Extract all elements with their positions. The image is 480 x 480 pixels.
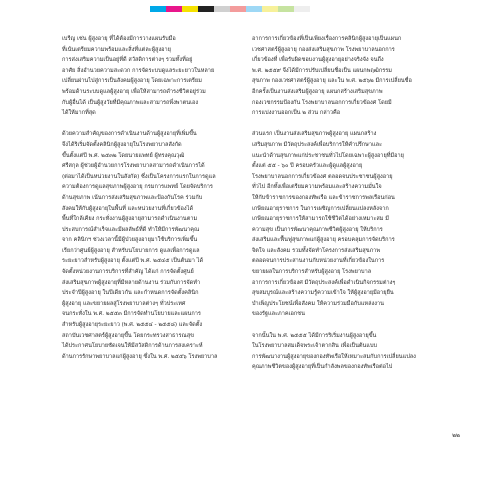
- color-swatch-8: [278, 6, 294, 12]
- registration-color-bar: [150, 6, 310, 12]
- color-swatch-1: [166, 6, 182, 12]
- color-swatch-2: [182, 6, 198, 12]
- color-swatch-3: [198, 6, 214, 12]
- color-swatch-7: [262, 6, 278, 12]
- color-swatch-0: [150, 6, 166, 12]
- color-swatch-9: [294, 6, 310, 12]
- left-text-column: เบรีญ เช่น ผู้สูงอายุ ที่ได้ต้องมีการวางแผนรับมือ ที่เน้นเตรียมความพร้อมและสิ่งที่แต่ละผู้สูงอายุ การส่งเสริมความเป็นอยู่ที่ดี สวัสดิการต่างๆ รวมทั้งที่อยู่ อาศัย สิ่งอำนวยความสะดวก การจัดระบบดูแลระยะยาวในหลาย เปลี่ยนผ่านไปสู่การเป็นสังคมผู้สูงอายุ โดยเฉพาะการเตรียม พร้อมด้านระบบดูแลผู้สูงอายุ เพื่อให้สามารถดำรงชีวิตอยู่ร่วม กับผู้อื่นได้ เป็นผู้สูงวัยที่มีคุณภาพและสามารถพึ่งพาตนเอง ได้ให้มากที่สุด ด้วยความสำคัญของการดำเนินงานด้านผู้สูงอายุที่เพิ่มขึ้น จึงได้ริเริ่มจัดตั้งคลินิกผู้สูงอายุในโรงพยาบาลสังกัด ขึ้นตั้งแต่ปี พ.ศ. ๒๕๓๒ โดยนายแพทย์ ผู้ทรงคุณวุฒิ ศรีสกุล ผู้ช่วยผู้อำนวยการโรงพยาบาลสามารถดำเนินการได้ (ต่อมาได้เป็นหน่วยงานในสังกัด) ซึ่งเป็นโครงการแรกในการดูแล ความต้องการดูแลสุขภาพผู้สูงอายุ กรมการแพทย์ โดยจัดบริการ ด้านสุขภาพ เน้นการส่งเสริมสุขภาพและป้องกันโรค ร่วมกับ สังคมให้กับผู้สูงอายุในพื้นที่ และหน่วยงานที่เกี่ยวข้องได้ พื้นที่ใกล้เคียง กระทั่งงานผู้สูงอายุสามารถดำเนินงานตาม ประสบการณ์สำเร็จและมีผลลัพธ์ที่ดี ทำให้มีการพัฒนาคุณ จาก คลินิกฯ ช่วงเวลานี้มีผู้ป่วยสูงอายุมาใช้บริการเพิ่มขึ้น เรียกว่าศูนย์ผู้สูงอายุ สำหรับนโยบายการ ดูแลเพื่อการดูแล ระยะยาวสำหรับผู้สูงอายุ ตั้งแต่ปี พ.ศ. ๒๕๔๕ เป็นต้นมา ได้ จัดตั้งหน่วยงานการบริการที่สำคัญ ได้แก่ การจัดตั้งศูนย์ ส่งเสริมสุขภาพผู้สูงอายุที่มีหลายด้านงาน ร่วมกับการจัดทำ ประจำปีผู้สูงอายุ ในปีเดียวกัน และกำหนดการจัดตั้งคลินิก ผู้สูงอายุ และขยายผลสู่โรงพยาบาลต่างๆ ทั่วประเทศ จนกระทั่งใน พ.ศ. ๒๕๕๓ มีการจัดทำนโยบายและแผนการ สำหรับผู้สูงอายุระยะยาว (พ.ศ. ๒๕๕๔ - ๒๕๕๘) และจัดตั้ง สถาบันเวชศาสตร์ผู้สูงอายุขึ้น โดยกระทรวงสาธารณสุข ได้ประกาศนโยบายชัดเจนให้มีสวัสดิการด้านการสงเคราะห์ ด้านการรักษาพยาบาลแก่ผู้สูงอายุ ซึ่งใน พ.ศ. ๒๕๕๖ โรงพยาบาล: [62, 36, 218, 360]
- color-swatch-5: [230, 6, 246, 12]
- color-swatch-6: [246, 6, 262, 12]
- page-number: ๒๒: [452, 432, 460, 439]
- color-swatch-4: [214, 6, 230, 12]
- right-text-column: อาการการเกี่ยวข้องที่เป็นเพียงเรื่องการคลินิกผู้สูงอายุเป็นแผนก เวชศาสตร์ผู้สูงอายุ กองส่งเสริมสุขภาพ โรงพยาบาลนอกการ เกี่ยวข้องที่ เพื่อรับผิดชอบงานผู้สูงอายุอย่างจริงจัง จนถึง พ.ศ. ๒๕๕๙ จึงได้มีการปรับเปลี่ยนชื่อเป็น แผนกพฤฒิกรรม สุขภาพ กองเวชศาสตร์ผู้สูงอายุ และใน พ.ศ. ๒๕๖๒ มีการเปลี่ยนชื่อ อีกครั้งเป็นงานส่งเสริมผู้สูงอายุ แผนกสร้างเสริมสุขภาพ กองเวชกรรมป้องกัน โรงพยาบาลนอกการเกี่ยวข้องศ โดยมี การแบ่งงานออกเป็น ๒ ส่วน กล่าวคือ ส่วนแรก เป็นงานส่งเสริมสุขภาพผู้สูงอายุ แผนกสร้าง เสริมสุขภาพ มีวัตถุประสงค์เพื่อบริการให้คำปรึกษาและ แนะนำด้านสุขภาพแก่ประชาชนทั่วไปโดยเฉพาะผู้สูงอายุที่มีอายุ ตั้งแต่ ๕๕ - ๖๐ ปี ครอบครัวและผู้ดูแลผู้สูงอายุ โรงพยาบาลนอกการเกี่ยวข้องศ ตลอดจนประชาชนผู้สูงอายุ ทั่วไป อีกทั้งเพื่อเตรียมความพร้อมและสร้างความมั่นใจ ให้กับข้าราชการของกองทัพเรือ และข้าราชการพลเรือนก่อน เกษียณอายุราชการ ในการเผชิญการเปลี่ยนแปลงหลังจาก เกษียณอายุราชการให้สามารถใช้ชีวิตได้อย่างเหมาะสม มี ความสุข เป็นการพัฒนาคุณภาพชีวิตผู้สูงอายุ ให้บริการ ส่งเสริมและฟื้นฟูสุขภาพแก่ผู้สูงอายุ ครอบคลุมการจัดบริการ จิตใจ และสังคม รวมทั้งจัดทำโครงการส่งเสริมสุขภาพ ตลอดจนการประสานงานกับหน่วยงานที่เกี่ยวข้องในการ ขยายผลในการบริการสำหรับผู้สูงอายุ โรงพยาบาล อาการการเกี่ยวข้องศ มีวัตถุประสงค์เพื่อดำเนินกิจกรรมต่างๆ สุขสมบูรณ์และสร้างความรู้ความเข้าใจ ให้ผู้สูงอายุมีอายุยืน บำเพ็ญประโยชน์เพื่อสังคม ให้ความร่วมมือกับแหล่งงาน ของรัฐและภาคเอกชน จากนั้นใน พ.ศ. ๒๕๕๕ ได้มีการริเริ่มงานผู้สูงอายุขึ้น ในโรงพยาบาลสมเด็จพระเจ้าตากสิน เพื่อเป็นต้นแบบ การพัฒนางานผู้สูงอายุของกองทัพเรือให้เหมาะสมกับการเปลี่ยนแปลง คุณภาพชีวิตของผู้สูงอายุที่เป็นกำลังพลของกองทัพเรือต่อไป: [252, 36, 416, 371]
